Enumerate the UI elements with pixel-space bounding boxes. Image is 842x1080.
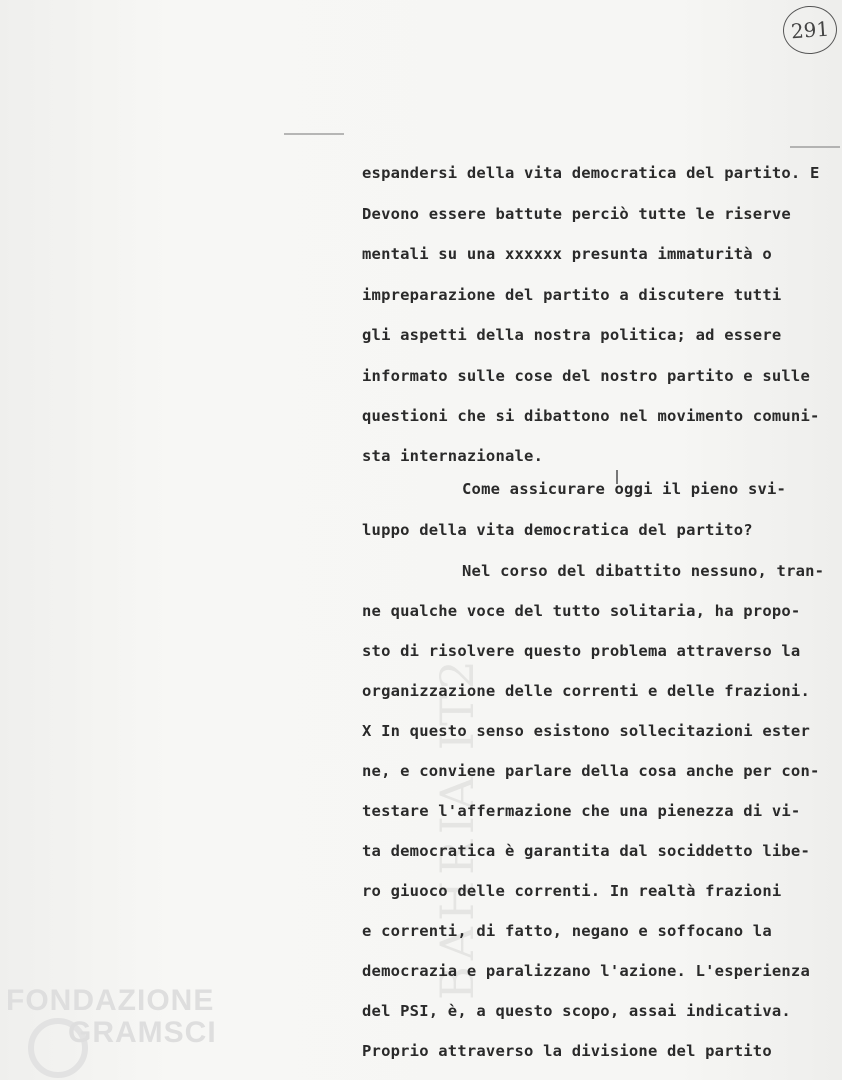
text-line: Nel corso del dibattito nessuno, tran- [462,562,825,580]
text-line: Proprio attraverso la divisione del partito [362,1042,772,1060]
text-line: organizzazione delle correnti e delle frazioni. [362,682,810,700]
watermark-line1: FONDAZIONE [6,984,215,1017]
text-line: X In questo senso esistono sollecitazioni ester [362,722,810,740]
text-line: luppo della vita democratica del partito? [362,521,753,539]
page-number-stamp: 291 [781,4,838,56]
text-line: sto di risolvere questo problema attraverso la [362,642,801,660]
top-left-rule [284,133,344,135]
text-line: Come assicurare oggi il pieno svi- [462,480,787,498]
text-line: espandersi della vita democratica del partito. E [362,164,820,182]
text-line: ne, e conviene parlare della cosa anche per con- [362,762,820,780]
watermark-line2: GRAMSCI [68,1016,217,1049]
text-line: gli aspetti della nostra politica; ad essere [362,326,782,344]
text-line: sta internazionale. [362,447,544,465]
text-line: ta democratica è garantita dal sociddetto libe- [362,842,810,860]
bleed-through-text: BAHRIA IT2 [430,654,484,1000]
text-line: del PSI, è, a questo scopo, assai indicativa. [362,1002,791,1020]
top-right-rule [790,146,840,148]
text-line: questioni che si dibattono nel movimento comuni- [362,407,820,425]
text-line: e correnti, di fatto, negano e soffocano la [362,922,772,940]
text-line: impreparazione del partito a discutere tutti [362,286,782,304]
text-line: mentali su una xxxxxx presunta immaturità o [362,245,772,263]
watermark [6,985,217,1049]
text-line: Devono essere battute perciò tutte le riserve [362,205,791,223]
text-line: democrazia e paralizzano l'azione. L'esperienza [362,962,810,980]
text-line: testare l'affermazione che una pienezza di vi- [362,802,801,820]
text-line: ne qualche voce del tutto solitaria, ha propo- [362,602,801,620]
text-line: informato sulle cose del nostro partito e sulle [362,367,810,385]
text-line: ro giuoco delle correnti. In realtà frazioni [362,882,782,900]
